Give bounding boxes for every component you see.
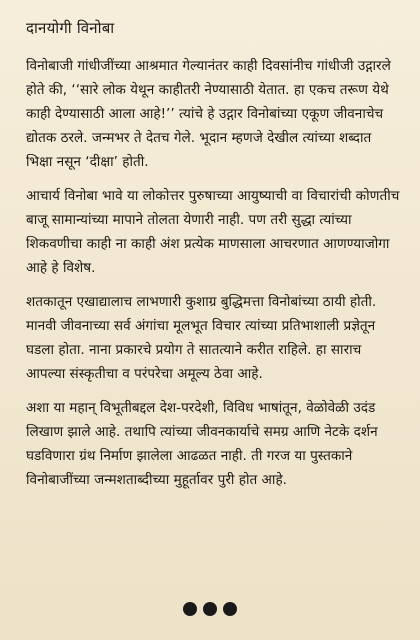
ornament-dots [0, 602, 420, 616]
ornament-dot [183, 602, 197, 616]
paragraph-1: विनोबाजी गांधीजींच्या आश्रमात गेल्यानंतर काही दिवसांनीच गांधीजी उद्गारले होते की, ‘‘सारे लोक येथून काहीतरी नेण्यासाठी येतात. हा एकच तरूण येथे काही देण्यासाठी आला आहे!’’ त्यांचे हे उद्गार विनोबांच्या एकूण जीवनाचेच द्योतक ठरले. जन्मभर ते देतच गेले. भूदान म्हणजे देखील त्यांच्या शब्दात भिक्षा नसून ‘दीक्षा’ होती. [26, 58, 391, 170]
paragraph-3: शतकातून एखाद्यालाच लाभणारी कुशाग्र बुद्धिमत्ता विनोबांच्या ठायी होती. मानवी जीवनाच्या सर्व अंगांचा मूलभूत विचार त्यांच्या प्रतिभाशाली प्रज्ञेतून घडला होता. नाना प्रकारचे प्रयोग ते सातत्याने करीत राहिले. हा साराच आपल्या संस्कृतीचा व परंपरेचा अमूल्य ठेवा आहे. [26, 294, 377, 382]
ornament-dot [203, 602, 217, 616]
ornament-dot [223, 602, 237, 616]
paragraph-4: अशा या महान् विभूतीबद्दल देश-परदेशी, विविध भाषांतून, वेळोवेळी उदंड लिखाण झाले आहे. तथापि त्यांच्या जीवनकार्याचे समग्र आणि नेटके दर्शन घडविणारा ग्रंथ निर्माण झालेला आढळत नाही. ती गरज या पुस्तकाने विनोबाजींच्या जन्मशताब्दीच्या मुहूर्तावर पुरी होत आहे. [26, 400, 378, 488]
paragraph-2: आचार्य विनोबा भावे या लोकोत्तर पुरुषाच्या आयुष्याची वा विचारांची कोणतीच बाजू सामान्यांच्या मापाने तोलता येणारी नाही. पण तरी सुद्धा त्यांच्या शिकवणीचा काही ना काही अंश प्रत्येक माणसाला आचरणात आणण्याजोगा आहे हे विशेष. [26, 188, 400, 276]
page-heading: दानयोगी विनोबा [26, 19, 115, 37]
